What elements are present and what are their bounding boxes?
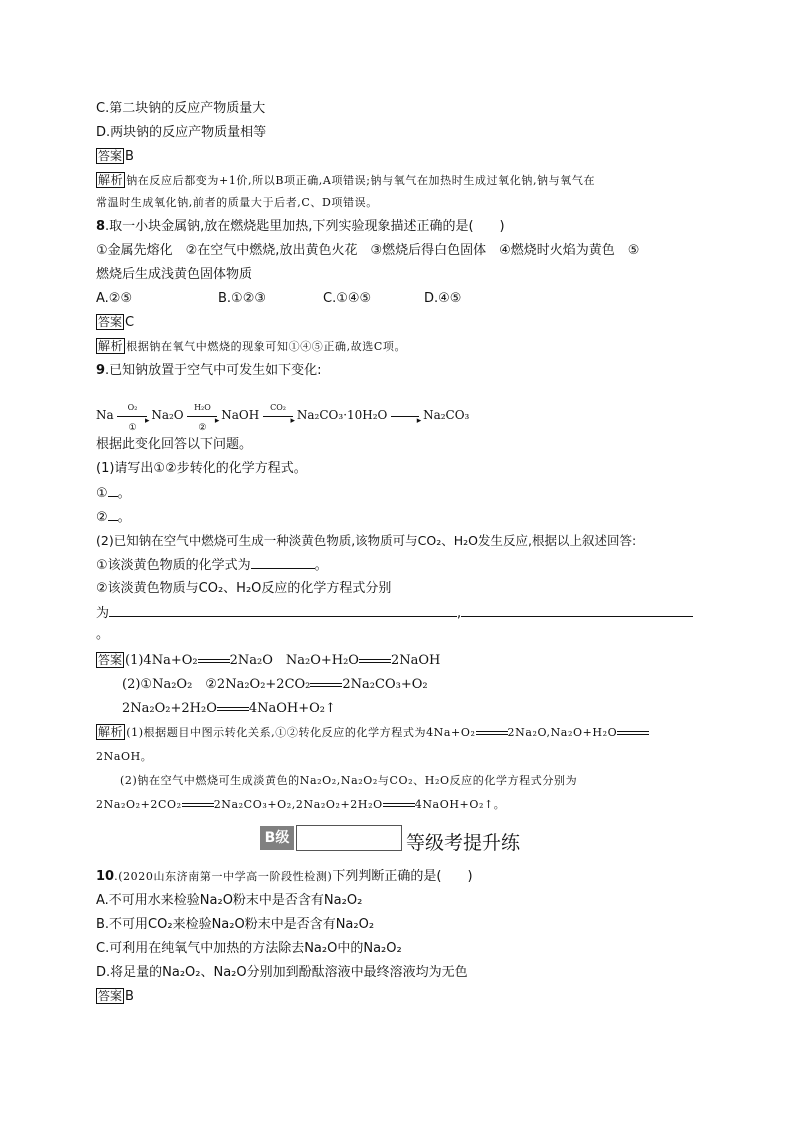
arrow-step-3: CO₂ ▸ [263, 411, 293, 421]
q8-option-b: B.①②③ [218, 291, 267, 306]
equation-text: (1)4Na+O₂ [125, 653, 198, 668]
equation-text: 4NaOH+O₂↑ [248, 701, 336, 716]
arrow-step-label: ① [128, 422, 137, 433]
q9-period: 。 [96, 627, 110, 642]
equals-sign [476, 731, 508, 735]
equals-sign [217, 707, 249, 711]
q8-option-c: C.①④⑤ [323, 291, 372, 306]
q10-stem [96, 868, 473, 886]
blank-sep: , [457, 606, 462, 621]
q7-explanation [96, 172, 595, 190]
q9-part2-b: ②该淡黄色物质与CO₂、H₂O反应的化学方程式分别 [96, 581, 392, 596]
explain-tag: 解析 [98, 339, 124, 353]
explain-text: (1)根据题目中图示转化关系,①②转化反应的化学方程式为4Na+O₂ [126, 726, 476, 739]
question-text: 下列判断正确的是( ) [332, 869, 473, 884]
q10-option-a: A.不可用水来检验Na₂O粉末中是否含有Na₂O₂ [96, 893, 363, 908]
q7-option-d: D.两块钠的反应产物质量相等 [96, 125, 267, 140]
q10-option-c: C.可利用在纯氧气中加热的方法除去Na₂O中的Na₂O₂ [96, 941, 402, 956]
arrow-step-label: ② [198, 422, 207, 433]
q9-explanation-3: (2)钠在空气中燃烧可生成淡黄色的Na₂O₂,Na₂O₂与CO₂、H₂O反应的化学方程式分别为 [120, 774, 578, 787]
answer-value: B [125, 989, 134, 1004]
q10-option-d: D.将足量的Na₂O₂、Na₂O分别加到酚酞溶液中最终溶液均为无色 [96, 965, 468, 980]
equals-sign [198, 659, 230, 663]
arrow-step-1: O₂ ▸ ① [117, 411, 147, 421]
chain-hydrate: Na₂CO₃·10H₂O [296, 408, 388, 422]
explain-text: 2Na₂O,Na₂O+H₂O [507, 726, 618, 739]
equals-sign [310, 683, 342, 687]
answer-tag: 答案 [98, 653, 123, 667]
question-source: .(2020山东济南第一中学高一阶段性检测) [114, 870, 333, 883]
blank-label: ② [96, 510, 108, 525]
q8-option-d: D.④⑤ [424, 291, 462, 306]
arrow-step-2: H₂O ▸ ② [187, 411, 217, 421]
chain-na2o: Na₂O [151, 408, 184, 422]
q9-answer-1 [96, 652, 440, 670]
q9-explanation-1 [96, 724, 649, 742]
equals-sign [383, 803, 415, 807]
section-level-badge: B级 [260, 826, 294, 850]
arrow-reagent: CO₂ [270, 402, 287, 412]
q9-answer-2 [122, 676, 428, 694]
q9-part2: (2)已知钠在空气中燃烧可生成一种淡黄色物质,该物质可与CO₂、H₂O发生反应,根据以上叙述回答: [96, 533, 637, 548]
q9-part1-blank-a [96, 484, 131, 503]
answer-blank[interactable] [109, 604, 457, 617]
question-text: .取一小块金属钠,放在燃烧匙里加热,下列实验现象描述正确的是( ) [105, 219, 505, 234]
blank-label: ①该淡黄色物质的化学式为 [96, 558, 251, 573]
equation-text: 2NaOH [390, 653, 441, 668]
answer-blank[interactable] [461, 604, 693, 617]
q9-answer-3 [122, 700, 336, 718]
blank-end: 。 [117, 510, 131, 525]
blank-label: 为 [96, 606, 110, 621]
answer-tag: 答案 [98, 315, 123, 329]
q9-explanation-4 [96, 796, 505, 814]
explain-text: 2Na₂O₂+2CO₂ [96, 798, 182, 811]
answer-blank[interactable] [251, 556, 315, 569]
arrow-step-4: ▸ [391, 411, 419, 421]
question-number: 10 [96, 869, 115, 884]
q8-items-2: 燃烧后生成浅黄色固体物质 [96, 267, 253, 282]
explain-text: 4NaOH+O₂↑。 [414, 798, 506, 811]
chain-na2co3: Na₂CO₃ [423, 408, 470, 422]
explain-tag: 解析 [98, 725, 124, 739]
answer-value: B [125, 149, 134, 164]
q8-items-1: ①金属先熔化 ②在空气中燃烧,放出黄色火花 ③燃烧后得白色固体 ④燃烧时火焰为黄色 ⑤ [96, 243, 640, 258]
q9-part1-blank-b [96, 508, 131, 527]
q9-part1: (1)请写出①②步转化的化学方程式。 [96, 461, 307, 476]
section-name-box [296, 825, 402, 851]
equation-text: 2Na₂O Na₂O+H₂O [229, 653, 359, 668]
q8-answer [96, 314, 134, 332]
blank-label: ① [96, 486, 108, 501]
question-number: 9 [96, 363, 106, 378]
q9-part2-b-blanks [96, 604, 693, 623]
answer-value: C [125, 315, 135, 330]
reaction-chain [96, 402, 470, 433]
explain-text: 根据钠在氧气中燃烧的现象可知①④⑤正确,故选C项。 [126, 340, 407, 353]
q7-option-c: C.第二块钠的反应产物质量大 [96, 101, 266, 116]
q9-stem [96, 362, 322, 380]
blank-end: 。 [314, 558, 328, 573]
chain-na: Na [96, 408, 114, 422]
explain-text: 钠在反应后都变为+1价,所以B项正确,A项错误;钠与氧气在加热时生成过氧化钠,钠与氧气在 [126, 174, 596, 187]
chain-naoh: NaOH [221, 408, 260, 422]
section-header [260, 824, 532, 854]
q8-explanation [96, 338, 406, 356]
equation-text: (2)①Na₂O₂ ②2Na₂O₂+2CO₂ [122, 677, 311, 692]
equals-sign [617, 731, 649, 735]
answer-blank[interactable] [108, 484, 118, 497]
q9-explanation-2: 2NaOH。 [96, 750, 153, 763]
question-number: 8 [96, 219, 106, 234]
section-title: 等级考提升练 [406, 832, 521, 854]
q9-part2-a [96, 556, 328, 575]
equals-sign [359, 659, 391, 663]
arrow-reagent: O₂ [127, 402, 138, 412]
question-text: .已知钠放置于空气中可发生如下变化: [105, 363, 322, 378]
q9-intro: 根据此变化回答以下问题。 [96, 437, 253, 452]
equals-sign [182, 803, 214, 807]
q10-answer [96, 988, 134, 1006]
q8-stem [96, 218, 505, 236]
q7-answer [96, 148, 134, 166]
q10-option-b: B.不可用CO₂来检验Na₂O粉末中是否含有Na₂O₂ [96, 917, 375, 932]
equation-text: 2Na₂O₂+2H₂O [122, 701, 217, 716]
explain-tag: 解析 [98, 173, 124, 187]
answer-blank[interactable] [108, 508, 118, 521]
answer-tag: 答案 [98, 149, 123, 163]
q8-option-a: A.②⑤ [96, 291, 133, 306]
blank-end: 。 [117, 486, 131, 501]
arrow-reagent: H₂O [194, 402, 211, 412]
answer-tag: 答案 [98, 989, 123, 1003]
q7-explanation-2: 常温时生成氧化钠,前者的质量大于后者,C、D项错误。 [96, 196, 378, 209]
equation-text: 2Na₂CO₃+O₂ [342, 677, 428, 692]
explain-text: 2Na₂CO₃+O₂,2Na₂O₂+2H₂O [213, 798, 383, 811]
